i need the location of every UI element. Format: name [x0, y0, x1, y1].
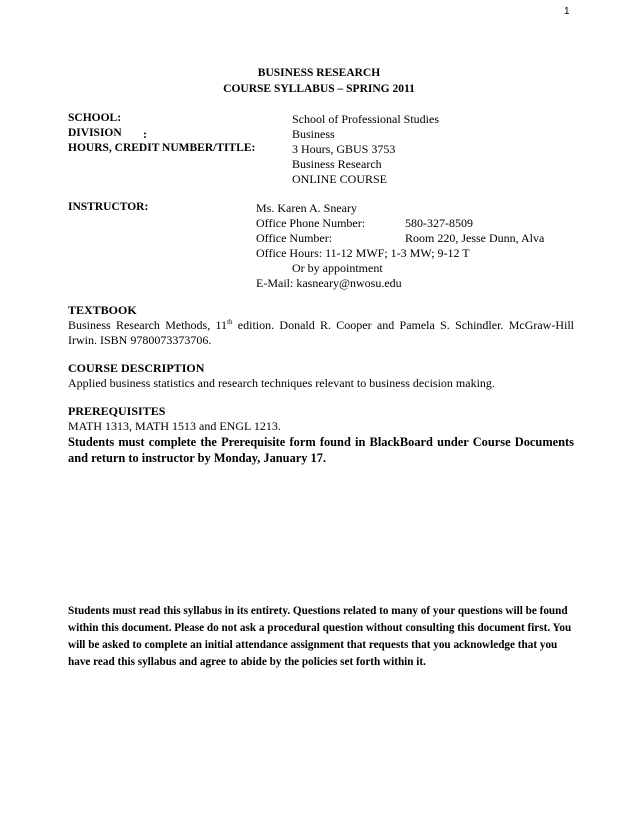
textbook-section	[68, 303, 574, 348]
office-number-label: Office Number:	[256, 231, 333, 245]
school-value: School of Professional Studies	[292, 112, 439, 126]
page-number: 1	[564, 6, 570, 17]
instructor-name: Ms. Karen A. Sneary	[256, 201, 357, 215]
textbook-title: Business Research Methods, 11	[68, 318, 228, 332]
division-value: Business	[292, 127, 335, 141]
document-title: BUSINESS RESEARCH	[257, 67, 381, 79]
description-section	[68, 361, 574, 391]
prerequisites-heading: PREREQUISITES	[68, 404, 166, 418]
textbook-text	[68, 318, 574, 348]
hours-label: HOURS, CREDIT NUMBER/TITLE:	[68, 142, 256, 154]
division-label: DIVISION	[68, 127, 122, 139]
division-colon: :	[143, 127, 147, 141]
hours-value: 3 Hours, GBUS 3753	[292, 142, 396, 156]
description-heading: COURSE DESCRIPTION	[68, 361, 205, 375]
course-title-value: Business Research	[292, 157, 382, 171]
instructor-label: INSTRUCTOR:	[68, 201, 149, 213]
prerequisites-instruction: Students must complete the Prerequisite form found in BlackBoard under Course Documents and return to instructor by Monday, January 17.	[68, 435, 574, 465]
office-hours: Office Hours: 11-12 MWF; 1-3 MW; 9-12 T	[256, 246, 470, 260]
office-phone-label: Office Phone Number:	[256, 216, 366, 230]
document-subtitle: COURSE SYLLABUS – SPRING 2011	[223, 83, 415, 95]
textbook-heading: TEXTBOOK	[68, 303, 137, 317]
office-phone-value: 580-327-8509	[405, 216, 473, 230]
school-label: SCHOOL:	[68, 112, 122, 124]
syllabus-notice: Students must read this syllabus in its entirety. Questions related to many of your questions will be found within this document. Please do not ask a procedural question without consulting this document first. You will be asked to complete an initial attendance assignment that requests that you acknowledge that you have read this syllabus and agree to abide by the policies set forth within it.	[68, 605, 572, 668]
textbook-details: edition. Donald R. Cooper and Pamela S. Schindler. McGraw-Hill Irwin. ISBN 9780073373706.	[68, 318, 575, 347]
instructor-email: E-Mail: kasneary@nwosu.edu	[256, 276, 402, 290]
description-text: Applied business statistics and research techniques relevant to business decision making.	[68, 376, 495, 390]
office-appointment: Or by appointment	[292, 261, 383, 275]
prerequisites-section	[68, 404, 574, 466]
course-format-value: ONLINE COURSE	[292, 172, 387, 186]
textbook-edition-suffix: th	[227, 318, 233, 326]
prerequisites-courses: MATH 1313, MATH 1513 and ENGL 1213.	[68, 419, 281, 433]
office-number-value: Room 220, Jesse Dunn, Alva	[405, 231, 545, 245]
